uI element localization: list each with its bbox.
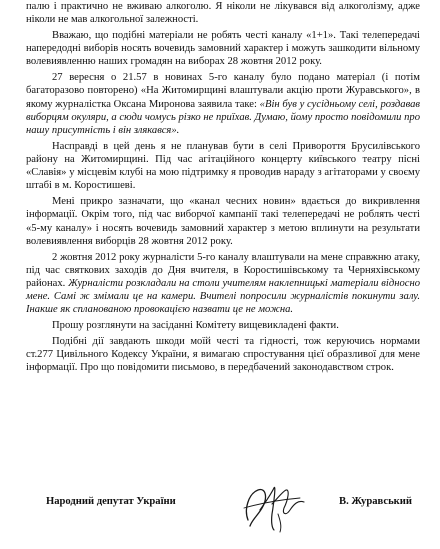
- attack-lead: 2 жовтня 2012 року журналісти 5-го каналу влаштували на мене справжню атаку, під час святкових заходів до Дня вчителя, в Коростишівському та Черняхівському районах.: [26, 251, 420, 290]
- signatory-position: Народний депутат України: [46, 496, 176, 507]
- paragraph-actual-events: Насправді в цей день я не планував бути в селі Привороття Брусилівського району на Житомирщині. Під час агітаційного концерту київського театру пісні «Славія» у місцевім клубі на мою підтримку я проводив нараду з агітаторами у своєму штабі в м. Коростишеві.: [26, 140, 420, 192]
- signatory-name: В. Журавський: [339, 496, 412, 507]
- paragraph-channel-1plus1: Вважаю, що подібні матеріали не робять честі каналу «1+1». Такі телепередачі напередодні виборів носять вочевидь замовний характер і можуть зашкодити вільному волевиявленню наших громадян на виборах 28 жовтня 2012 року.: [26, 30, 420, 68]
- paragraph-channel-5-report: [26, 71, 420, 137]
- signature-block: [46, 480, 420, 540]
- handwritten-signature: [234, 480, 316, 536]
- paragraph-demand: Подібні дії завдають шкоди моїй честі та гідності, тож керуючись нормами ст.277 Цивільного Кодексу України, я вимагаю спростування цієї образливої для мене інформації. Про що повідомити письмово, в передбачений законодавством строк.: [26, 336, 420, 374]
- journalist-quote: «Він був у сусідньому селі, роздавав виборцям окуляри, а сюди чомусь різко не приїхав. Думаю, йому просто повідомили про нашу присутність і він злякався».: [26, 98, 421, 137]
- letter-body: [26, 0, 420, 375]
- paragraph-request: Прошу розглянути на засіданні Комітету вищевикладені факти.: [52, 320, 339, 332]
- paragraph-alcohol: палю і практично не вживаю алкоголю. Я ніколи не лікувався від алкоголізму, адже ніколи не мав алкогольної залежності.: [26, 1, 420, 26]
- paragraph-teachers-day: [26, 251, 420, 317]
- attack-details: Журналісти розкладали на столи учителям наклепницькі матеріали відносно мене. Самі ж змімали це на камери. Вчителі попросили журналістів покинути залу. Інакше як спланованою провокацією назвати це не можна.: [26, 278, 420, 316]
- paragraph-distortion: Мені прикро зазначати, що «канал чесних новин» вдається до викривлення інформації. Окрім того, під час виборчої кампанії такі телепередачі не роблять честі «5-му каналу» і носять вочевидь замовний характер з метою вплинути на результати волевиявлення виборців 28 жовтня 2012 року.: [26, 196, 420, 247]
- report-lead: 27 вересня о 21.57 в новинах 5-го каналу було подано матеріал (і потім багаторазово повторено) «На Житомирщині влаштували акцію проти Журавського», в якому журналістка Оксана Миронова заявила таке:: [26, 72, 420, 110]
